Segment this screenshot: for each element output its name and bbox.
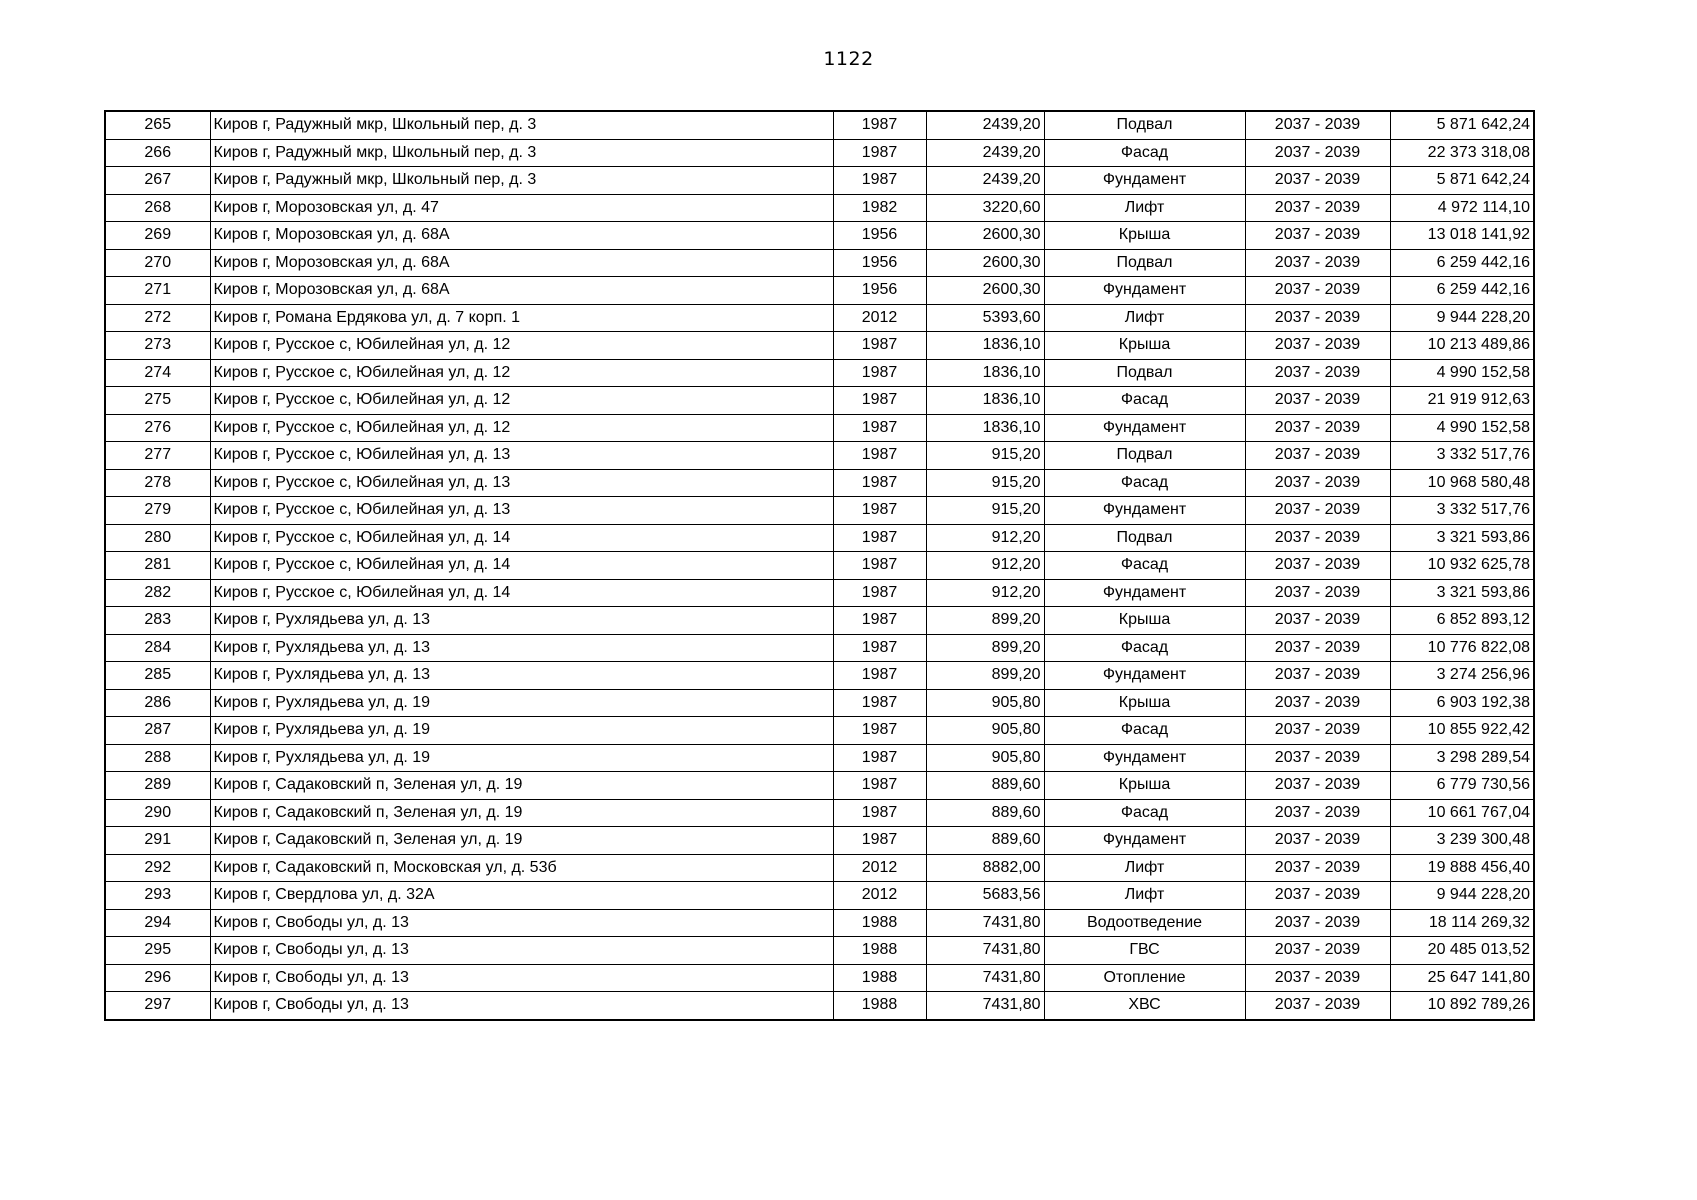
work-type-cell: Фундамент <box>1044 827 1245 855</box>
cost-cell: 3 274 256,96 <box>1390 662 1534 690</box>
year-built-cell: 1987 <box>833 111 926 139</box>
address-cell: Киров г, Русское с, Юбилейная ул, д. 13 <box>210 497 833 525</box>
work-type-cell: Фундамент <box>1044 167 1245 195</box>
work-type-cell: Подвал <box>1044 442 1245 470</box>
address-cell: Киров г, Свердлова ул, д. 32А <box>210 882 833 910</box>
address-cell: Киров г, Рухлядьева ул, д. 19 <box>210 689 833 717</box>
area-cell: 7431,80 <box>926 964 1044 992</box>
year-built-cell: 1987 <box>833 744 926 772</box>
cost-cell: 6 903 192,38 <box>1390 689 1534 717</box>
cost-cell: 10 855 922,42 <box>1390 717 1534 745</box>
address-cell: Киров г, Радужный мкр, Школьный пер, д. 3 <box>210 167 833 195</box>
row-number-cell: 296 <box>105 964 210 992</box>
area-cell: 3220,60 <box>926 194 1044 222</box>
work-type-cell: Лифт <box>1044 194 1245 222</box>
area-cell: 915,20 <box>926 442 1044 470</box>
area-cell: 905,80 <box>926 717 1044 745</box>
period-cell: 2037 - 2039 <box>1245 937 1390 965</box>
area-cell: 1836,10 <box>926 332 1044 360</box>
table-row <box>105 111 1534 139</box>
row-number-cell: 266 <box>105 139 210 167</box>
work-type-cell: Фундамент <box>1044 744 1245 772</box>
period-cell: 2037 - 2039 <box>1245 799 1390 827</box>
address-cell: Киров г, Романа Ердякова ул, д. 7 корп. 1 <box>210 304 833 332</box>
cost-cell: 13 018 141,92 <box>1390 222 1534 250</box>
period-cell: 2037 - 2039 <box>1245 854 1390 882</box>
address-cell: Киров г, Рухлядьева ул, д. 13 <box>210 634 833 662</box>
cost-cell: 10 892 789,26 <box>1390 992 1534 1020</box>
cost-cell: 19 888 456,40 <box>1390 854 1534 882</box>
table-row <box>105 387 1534 415</box>
area-cell: 899,20 <box>926 607 1044 635</box>
area-cell: 1836,10 <box>926 414 1044 442</box>
work-type-cell: Отопление <box>1044 964 1245 992</box>
area-cell: 7431,80 <box>926 992 1044 1020</box>
area-cell: 912,20 <box>926 524 1044 552</box>
row-number-cell: 283 <box>105 607 210 635</box>
period-cell: 2037 - 2039 <box>1245 222 1390 250</box>
period-cell: 2037 - 2039 <box>1245 277 1390 305</box>
work-type-cell: Лифт <box>1044 882 1245 910</box>
area-cell: 912,20 <box>926 579 1044 607</box>
year-built-cell: 1987 <box>833 662 926 690</box>
table-row <box>105 304 1534 332</box>
period-cell: 2037 - 2039 <box>1245 139 1390 167</box>
period-cell: 2037 - 2039 <box>1245 992 1390 1020</box>
period-cell: 2037 - 2039 <box>1245 827 1390 855</box>
year-built-cell: 1987 <box>833 359 926 387</box>
cost-cell: 6 259 442,16 <box>1390 249 1534 277</box>
table-row <box>105 139 1534 167</box>
area-cell: 905,80 <box>926 689 1044 717</box>
cost-cell: 3 332 517,76 <box>1390 442 1534 470</box>
address-cell: Киров г, Радужный мкр, Школьный пер, д. 3 <box>210 139 833 167</box>
row-number-cell: 274 <box>105 359 210 387</box>
year-built-cell: 1988 <box>833 992 926 1020</box>
table-row <box>105 937 1534 965</box>
work-type-cell: Подвал <box>1044 111 1245 139</box>
address-cell: Киров г, Морозовская ул, д. 68А <box>210 222 833 250</box>
address-cell: Киров г, Радужный мкр, Школьный пер, д. 3 <box>210 111 833 139</box>
area-cell: 899,20 <box>926 634 1044 662</box>
area-cell: 7431,80 <box>926 937 1044 965</box>
row-number-cell: 291 <box>105 827 210 855</box>
cost-cell: 6 779 730,56 <box>1390 772 1534 800</box>
period-cell: 2037 - 2039 <box>1245 167 1390 195</box>
period-cell: 2037 - 2039 <box>1245 414 1390 442</box>
period-cell: 2037 - 2039 <box>1245 882 1390 910</box>
row-number-cell: 265 <box>105 111 210 139</box>
table-row <box>105 277 1534 305</box>
area-cell: 889,60 <box>926 772 1044 800</box>
period-cell: 2037 - 2039 <box>1245 744 1390 772</box>
period-cell: 2037 - 2039 <box>1245 304 1390 332</box>
work-type-cell: Фундамент <box>1044 497 1245 525</box>
cost-cell: 25 647 141,80 <box>1390 964 1534 992</box>
row-number-cell: 288 <box>105 744 210 772</box>
cost-cell: 10 932 625,78 <box>1390 552 1534 580</box>
table-row <box>105 469 1534 497</box>
row-number-cell: 280 <box>105 524 210 552</box>
table-row <box>105 744 1534 772</box>
area-cell: 7431,80 <box>926 909 1044 937</box>
address-cell: Киров г, Рухлядьева ул, д. 19 <box>210 744 833 772</box>
address-cell: Киров г, Свободы ул, д. 13 <box>210 992 833 1020</box>
row-number-cell: 290 <box>105 799 210 827</box>
row-number-cell: 295 <box>105 937 210 965</box>
period-cell: 2037 - 2039 <box>1245 689 1390 717</box>
year-built-cell: 1987 <box>833 497 926 525</box>
cost-cell: 4 990 152,58 <box>1390 414 1534 442</box>
year-built-cell: 1987 <box>833 414 926 442</box>
table-row <box>105 249 1534 277</box>
cost-cell: 6 259 442,16 <box>1390 277 1534 305</box>
year-built-cell: 1987 <box>833 139 926 167</box>
year-built-cell: 1987 <box>833 689 926 717</box>
period-cell: 2037 - 2039 <box>1245 249 1390 277</box>
row-number-cell: 272 <box>105 304 210 332</box>
address-cell: Киров г, Морозовская ул, д. 68А <box>210 249 833 277</box>
area-cell: 5393,60 <box>926 304 1044 332</box>
area-cell: 905,80 <box>926 744 1044 772</box>
area-cell: 2439,20 <box>926 139 1044 167</box>
work-type-cell: Лифт <box>1044 854 1245 882</box>
table-row <box>105 854 1534 882</box>
row-number-cell: 287 <box>105 717 210 745</box>
area-cell: 2600,30 <box>926 277 1044 305</box>
cost-cell: 21 919 912,63 <box>1390 387 1534 415</box>
period-cell: 2037 - 2039 <box>1245 194 1390 222</box>
area-cell: 912,20 <box>926 552 1044 580</box>
work-type-cell: Крыша <box>1044 689 1245 717</box>
work-type-cell: Фундамент <box>1044 277 1245 305</box>
area-cell: 889,60 <box>926 799 1044 827</box>
address-cell: Киров г, Рухлядьева ул, д. 19 <box>210 717 833 745</box>
row-number-cell: 284 <box>105 634 210 662</box>
table-row <box>105 827 1534 855</box>
cost-cell: 5 871 642,24 <box>1390 167 1534 195</box>
address-cell: Киров г, Садаковский п, Зеленая ул, д. 19 <box>210 827 833 855</box>
area-cell: 1836,10 <box>926 387 1044 415</box>
table-row <box>105 194 1534 222</box>
year-built-cell: 1987 <box>833 167 926 195</box>
year-built-cell: 1956 <box>833 277 926 305</box>
year-built-cell: 1956 <box>833 249 926 277</box>
year-built-cell: 1988 <box>833 909 926 937</box>
area-cell: 2600,30 <box>926 222 1044 250</box>
page-number: 1122 <box>823 48 874 70</box>
table-row <box>105 964 1534 992</box>
work-type-cell: Фасад <box>1044 717 1245 745</box>
year-built-cell: 1987 <box>833 717 926 745</box>
cost-cell: 4 972 114,10 <box>1390 194 1534 222</box>
cost-cell: 3 239 300,48 <box>1390 827 1534 855</box>
row-number-cell: 268 <box>105 194 210 222</box>
table-row <box>105 607 1534 635</box>
repair-schedule-table <box>104 110 1535 1021</box>
period-cell: 2037 - 2039 <box>1245 634 1390 662</box>
cost-cell: 3 298 289,54 <box>1390 744 1534 772</box>
address-cell: Киров г, Русское с, Юбилейная ул, д. 14 <box>210 579 833 607</box>
table-row <box>105 524 1534 552</box>
row-number-cell: 269 <box>105 222 210 250</box>
cost-cell: 6 852 893,12 <box>1390 607 1534 635</box>
table-row <box>105 882 1534 910</box>
year-built-cell: 1987 <box>833 524 926 552</box>
work-type-cell: Фасад <box>1044 139 1245 167</box>
table-row <box>105 772 1534 800</box>
period-cell: 2037 - 2039 <box>1245 772 1390 800</box>
period-cell: 2037 - 2039 <box>1245 552 1390 580</box>
address-cell: Киров г, Русское с, Юбилейная ул, д. 12 <box>210 387 833 415</box>
table-row <box>105 689 1534 717</box>
address-cell: Киров г, Садаковский п, Зеленая ул, д. 19 <box>210 799 833 827</box>
year-built-cell: 1987 <box>833 772 926 800</box>
work-type-cell: Крыша <box>1044 607 1245 635</box>
row-number-cell: 276 <box>105 414 210 442</box>
table-row <box>105 662 1534 690</box>
work-type-cell: Крыша <box>1044 332 1245 360</box>
row-number-cell: 297 <box>105 992 210 1020</box>
period-cell: 2037 - 2039 <box>1245 524 1390 552</box>
cost-cell: 5 871 642,24 <box>1390 111 1534 139</box>
table-row <box>105 332 1534 360</box>
period-cell: 2037 - 2039 <box>1245 111 1390 139</box>
row-number-cell: 292 <box>105 854 210 882</box>
address-cell: Киров г, Садаковский п, Московская ул, д. 53б <box>210 854 833 882</box>
year-built-cell: 1988 <box>833 964 926 992</box>
work-type-cell: Подвал <box>1044 524 1245 552</box>
area-cell: 2600,30 <box>926 249 1044 277</box>
cost-cell: 9 944 228,20 <box>1390 882 1534 910</box>
work-type-cell: Крыша <box>1044 222 1245 250</box>
period-cell: 2037 - 2039 <box>1245 579 1390 607</box>
work-type-cell: Фундамент <box>1044 579 1245 607</box>
year-built-cell: 1982 <box>833 194 926 222</box>
address-cell: Киров г, Свободы ул, д. 13 <box>210 937 833 965</box>
row-number-cell: 271 <box>105 277 210 305</box>
cost-cell: 4 990 152,58 <box>1390 359 1534 387</box>
address-cell: Киров г, Русское с, Юбилейная ул, д. 14 <box>210 552 833 580</box>
cost-cell: 18 114 269,32 <box>1390 909 1534 937</box>
work-type-cell: Фасад <box>1044 799 1245 827</box>
work-type-cell: Лифт <box>1044 304 1245 332</box>
row-number-cell: 289 <box>105 772 210 800</box>
year-built-cell: 1987 <box>833 634 926 662</box>
year-built-cell: 1956 <box>833 222 926 250</box>
row-number-cell: 293 <box>105 882 210 910</box>
address-cell: Киров г, Свободы ул, д. 13 <box>210 909 833 937</box>
year-built-cell: 1987 <box>833 827 926 855</box>
address-cell: Киров г, Русское с, Юбилейная ул, д. 13 <box>210 442 833 470</box>
address-cell: Киров г, Русское с, Юбилейная ул, д. 12 <box>210 414 833 442</box>
cost-cell: 9 944 228,20 <box>1390 304 1534 332</box>
work-type-cell: ХВС <box>1044 992 1245 1020</box>
year-built-cell: 2012 <box>833 854 926 882</box>
work-type-cell: Фасад <box>1044 387 1245 415</box>
row-number-cell: 275 <box>105 387 210 415</box>
table-row <box>105 442 1534 470</box>
cost-cell: 22 373 318,08 <box>1390 139 1534 167</box>
year-built-cell: 1988 <box>833 937 926 965</box>
address-cell: Киров г, Рухлядьева ул, д. 13 <box>210 662 833 690</box>
address-cell: Киров г, Рухлядьева ул, д. 13 <box>210 607 833 635</box>
address-cell: Киров г, Свободы ул, д. 13 <box>210 964 833 992</box>
work-type-cell: Подвал <box>1044 359 1245 387</box>
period-cell: 2037 - 2039 <box>1245 359 1390 387</box>
cost-cell: 10 968 580,48 <box>1390 469 1534 497</box>
year-built-cell: 1987 <box>833 469 926 497</box>
period-cell: 2037 - 2039 <box>1245 469 1390 497</box>
work-type-cell: Фасад <box>1044 634 1245 662</box>
row-number-cell: 279 <box>105 497 210 525</box>
period-cell: 2037 - 2039 <box>1245 332 1390 360</box>
work-type-cell: Фундамент <box>1044 414 1245 442</box>
period-cell: 2037 - 2039 <box>1245 662 1390 690</box>
work-type-cell: Фундамент <box>1044 662 1245 690</box>
cost-cell: 10 661 767,04 <box>1390 799 1534 827</box>
row-number-cell: 273 <box>105 332 210 360</box>
work-type-cell: Подвал <box>1044 249 1245 277</box>
year-built-cell: 2012 <box>833 304 926 332</box>
table-row <box>105 579 1534 607</box>
address-cell: Киров г, Русское с, Юбилейная ул, д. 12 <box>210 332 833 360</box>
work-type-cell: Фасад <box>1044 469 1245 497</box>
row-number-cell: 277 <box>105 442 210 470</box>
address-cell: Киров г, Садаковский п, Зеленая ул, д. 19 <box>210 772 833 800</box>
address-cell: Киров г, Морозовская ул, д. 47 <box>210 194 833 222</box>
year-built-cell: 1987 <box>833 579 926 607</box>
area-cell: 8882,00 <box>926 854 1044 882</box>
address-cell: Киров г, Русское с, Юбилейная ул, д. 12 <box>210 359 833 387</box>
year-built-cell: 1987 <box>833 442 926 470</box>
area-cell: 889,60 <box>926 827 1044 855</box>
address-cell: Киров г, Русское с, Юбилейная ул, д. 13 <box>210 469 833 497</box>
work-type-cell: Фасад <box>1044 552 1245 580</box>
period-cell: 2037 - 2039 <box>1245 442 1390 470</box>
address-cell: Киров г, Морозовская ул, д. 68А <box>210 277 833 305</box>
year-built-cell: 1987 <box>833 387 926 415</box>
row-number-cell: 286 <box>105 689 210 717</box>
area-cell: 915,20 <box>926 469 1044 497</box>
period-cell: 2037 - 2039 <box>1245 607 1390 635</box>
address-cell: Киров г, Русское с, Юбилейная ул, д. 14 <box>210 524 833 552</box>
area-cell: 2439,20 <box>926 111 1044 139</box>
table-row <box>105 634 1534 662</box>
period-cell: 2037 - 2039 <box>1245 964 1390 992</box>
row-number-cell: 267 <box>105 167 210 195</box>
cost-cell: 10 776 822,08 <box>1390 634 1534 662</box>
table-row <box>105 799 1534 827</box>
cost-cell: 3 332 517,76 <box>1390 497 1534 525</box>
cost-cell: 3 321 593,86 <box>1390 524 1534 552</box>
work-type-cell: Водоотведение <box>1044 909 1245 937</box>
work-type-cell: Крыша <box>1044 772 1245 800</box>
period-cell: 2037 - 2039 <box>1245 717 1390 745</box>
area-cell: 5683,56 <box>926 882 1044 910</box>
row-number-cell: 278 <box>105 469 210 497</box>
table-row <box>105 497 1534 525</box>
table-row <box>105 909 1534 937</box>
area-cell: 915,20 <box>926 497 1044 525</box>
area-cell: 1836,10 <box>926 359 1044 387</box>
cost-cell: 20 485 013,52 <box>1390 937 1534 965</box>
row-number-cell: 270 <box>105 249 210 277</box>
cost-cell: 10 213 489,86 <box>1390 332 1534 360</box>
table-row <box>105 552 1534 580</box>
row-number-cell: 282 <box>105 579 210 607</box>
table-row <box>105 414 1534 442</box>
table-row <box>105 359 1534 387</box>
year-built-cell: 1987 <box>833 332 926 360</box>
year-built-cell: 2012 <box>833 882 926 910</box>
year-built-cell: 1987 <box>833 799 926 827</box>
work-type-cell: ГВС <box>1044 937 1245 965</box>
period-cell: 2037 - 2039 <box>1245 387 1390 415</box>
period-cell: 2037 - 2039 <box>1245 909 1390 937</box>
table-row <box>105 167 1534 195</box>
area-cell: 899,20 <box>926 662 1044 690</box>
table-row <box>105 222 1534 250</box>
row-number-cell: 285 <box>105 662 210 690</box>
year-built-cell: 1987 <box>833 552 926 580</box>
row-number-cell: 281 <box>105 552 210 580</box>
row-number-cell: 294 <box>105 909 210 937</box>
year-built-cell: 1987 <box>833 607 926 635</box>
period-cell: 2037 - 2039 <box>1245 497 1390 525</box>
cost-cell: 3 321 593,86 <box>1390 579 1534 607</box>
table-row <box>105 717 1534 745</box>
area-cell: 2439,20 <box>926 167 1044 195</box>
table-body <box>105 111 1534 1020</box>
table-row <box>105 992 1534 1020</box>
